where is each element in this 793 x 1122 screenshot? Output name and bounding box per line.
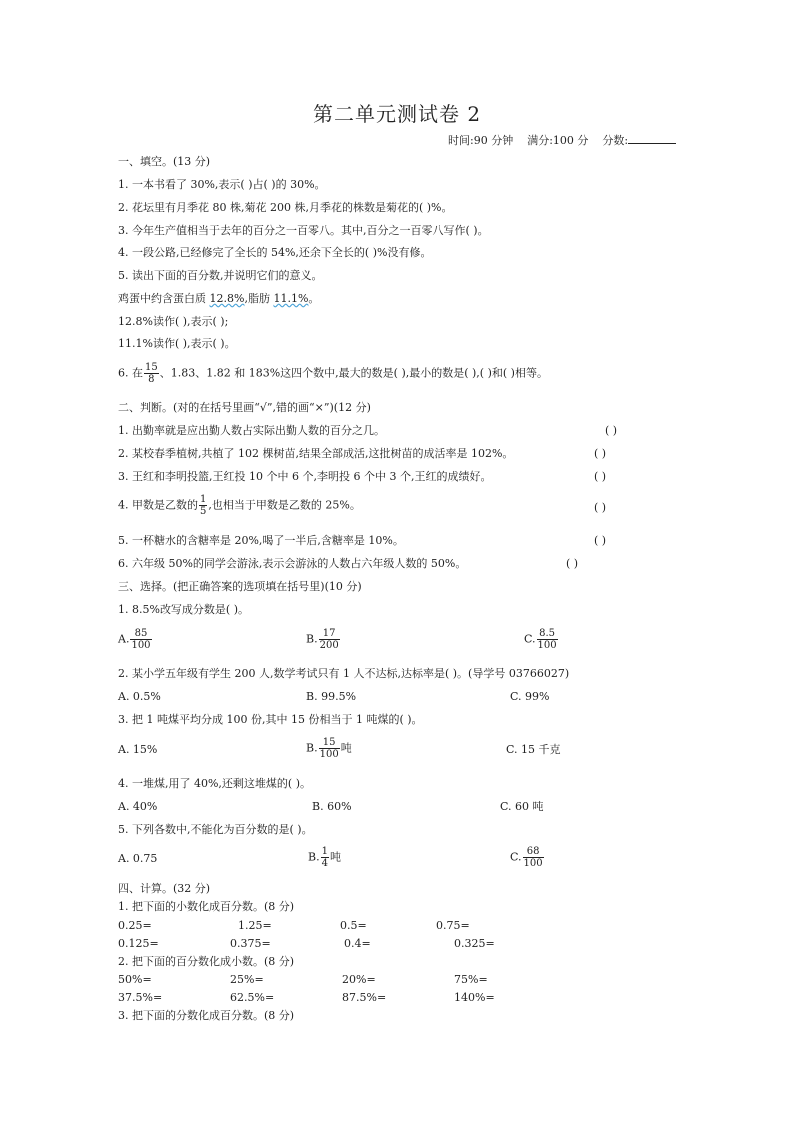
s2-q3-paren[interactable]: ( ) [594, 470, 607, 483]
s3-q5: 5. 下列各数中,不能化为百分数的是( )。 [118, 823, 313, 836]
s3-q3-option-b[interactable] [306, 737, 352, 760]
s1-q1: 1. 一本书看了 30%,表示( )占( )的 30%。 [118, 178, 326, 191]
s4-r4-c2[interactable]: 62.5%= [230, 991, 275, 1004]
score-label: 分数: [602, 134, 629, 147]
s4-sub2: 2. 把下面的百分数化成小数。(8 分) [118, 955, 295, 968]
s2-q2-paren[interactable]: ( ) [594, 447, 607, 460]
s4-r1-c4[interactable]: 0.75= [436, 919, 470, 932]
s2-q4-pre: 4. 甲数是乙数的 [118, 498, 198, 512]
section-3-heading: 三、选择。(把正确答案的选项填在括号里)(10 分) [118, 580, 362, 593]
page-title: 第二单元测试卷 2 [313, 102, 482, 126]
s3-q3-option-c[interactable]: C. 15 千克 [506, 743, 561, 756]
s4-r1-c2[interactable]: 1.25= [238, 919, 272, 932]
s2-q4-paren[interactable]: ( ) [594, 501, 607, 514]
q6-fraction [144, 362, 159, 385]
s2-q6-paren[interactable]: ( ) [566, 557, 579, 570]
s4-r3-c3[interactable]: 20%= [342, 973, 376, 986]
s2-q4-post: ,也相当于甲数是乙数的 25%。 [208, 498, 361, 512]
option-label: A. [118, 632, 130, 646]
s2-q1: 1. 出勤率就是应出勤人数占实际出勤人数的百分之几。 [118, 424, 385, 437]
numerator: 85 [130, 628, 151, 640]
numerator: 1 [321, 846, 328, 857]
s4-r4-c4[interactable]: 140%= [454, 991, 495, 1004]
s3-q4-option-b[interactable]: B. 60% [312, 800, 352, 813]
s4-r4-c1[interactable]: 37.5%= [118, 991, 163, 1004]
time-limit: 时间:90 分钟 [448, 134, 514, 147]
denominator: 100 [319, 749, 339, 760]
s3-q2: 2. 某小学五年级有学生 200 人,数学考试只有 1 人不达标,达标率是( )。(导学号 03766027) [118, 667, 570, 680]
numerator: 68 [523, 846, 544, 858]
denominator: 100 [537, 640, 557, 651]
s4-r4-c3[interactable]: 87.5%= [342, 991, 387, 1004]
s1-q3: 3. 今年生产值相当于去年的百分之一百零八。其中,百分之一百零八写作( )。 [118, 224, 489, 237]
q5-value-a: 12.8% [209, 292, 245, 305]
s3-q2-option-c[interactable]: C. 99% [510, 690, 550, 703]
unit: 吨 [340, 741, 352, 755]
s4-sub3: 3. 把下面的分数化成百分数。(8 分) [118, 1009, 295, 1022]
s3-q3-option-a[interactable]: A. 15% [118, 743, 158, 756]
numerator: 8.5 [537, 628, 558, 640]
s1-q6 [118, 362, 548, 385]
fraction [537, 628, 558, 651]
section-2-heading: 二、判断。(对的在括号里画“√”,错的画“×”)(12 分) [118, 401, 371, 414]
exam-meta [448, 132, 676, 148]
s2-q5: 5. 一杯糖水的含糖率是 20%,喝了一半后,含糖率是 10%。 [118, 534, 404, 547]
s2-q4-fraction [199, 494, 207, 517]
s3-q5-option-c[interactable] [510, 846, 545, 869]
fraction [319, 737, 340, 760]
s3-q1: 1. 8.5%改写成分数是( )。 [118, 603, 250, 616]
unit: 吨 [329, 850, 341, 864]
denominator: 200 [319, 640, 339, 651]
q5-mid-text: ,脂肪 [244, 292, 274, 305]
s4-r1-c1[interactable]: 0.25= [118, 919, 152, 932]
q6-denominator: 8 [148, 374, 155, 385]
full-score: 满分:100 分 [527, 134, 589, 147]
s1-q5-row2: 11.1%读作( ),表示( )。 [118, 337, 236, 350]
option-label: C. [524, 632, 536, 646]
numerator: 15 [319, 737, 340, 749]
s4-sub1: 1. 把下面的小数化成百分数。(8 分) [118, 900, 295, 913]
section-1-heading: 一、填空。(13 分) [118, 155, 211, 168]
s1-q5-intro [118, 292, 319, 306]
option-label: B. [306, 741, 318, 755]
s4-r3-c1[interactable]: 50%= [118, 973, 152, 986]
s4-r2-c1[interactable]: 0.125= [118, 937, 159, 950]
q6-pre: 6. 在 [118, 366, 143, 380]
denominator: 100 [131, 640, 151, 651]
s3-q4-option-a[interactable]: A. 40% [118, 800, 158, 813]
numerator: 17 [319, 628, 340, 640]
fraction [321, 846, 329, 869]
s4-r2-c2[interactable]: 0.375= [230, 937, 271, 950]
option-label: B. [306, 632, 318, 646]
denominator: 4 [321, 858, 328, 869]
q6-post: 、1.83、1.82 和 183%这四个数中,最大的数是( ),最小的数是( ),( )和( )相等。 [159, 366, 548, 380]
s3-q2-option-b[interactable]: B. 99.5% [306, 690, 357, 703]
s4-r3-c2[interactable]: 25%= [230, 973, 264, 986]
s3-q4-option-c[interactable]: C. 60 吨 [500, 800, 544, 813]
option-label: C. [510, 850, 522, 864]
q5-end-text: 。 [308, 292, 320, 305]
q5-intro-text: 鸡蛋中约含蛋白质 [118, 292, 210, 305]
denominator: 100 [523, 858, 543, 869]
score-blank[interactable] [628, 132, 676, 144]
s3-q3: 3. 把 1 吨煤平均分成 100 份,其中 15 份相当于 1 吨煤的( )。 [118, 713, 423, 726]
fraction [130, 628, 151, 651]
s2-q2: 2. 某校春季植树,共植了 102 棵树苗,结果全部成活,这批树苗的成活率是 102%。 [118, 447, 514, 460]
s2-q5-paren[interactable]: ( ) [594, 534, 607, 547]
s4-r1-c3[interactable]: 0.5= [340, 919, 367, 932]
fraction [523, 846, 544, 869]
s1-q5-row1: 12.8%读作( ),表示( ); [118, 315, 229, 328]
s3-q1-option-a[interactable] [118, 628, 153, 651]
s2-q4 [118, 494, 361, 517]
s2-q1-paren[interactable]: ( ) [605, 424, 618, 437]
s2-q3: 3. 王红和李明投篮,王红投 10 个中 6 个,李明投 6 个中 3 个,王红的成绩好。 [118, 470, 492, 483]
section-4-heading: 四、计算。(32 分) [118, 882, 211, 895]
s1-q2: 2. 花坛里有月季花 80 株,菊花 200 株,月季花的株数是菊花的( )%。 [118, 201, 453, 214]
s2-q6: 6. 六年级 50%的同学会游泳,表示会游泳的人数占六年级人数的 50%。 [118, 557, 467, 570]
s4-r2-c3[interactable]: 0.4= [344, 937, 371, 950]
fraction [319, 628, 340, 651]
q5-value-b: 11.1% [273, 292, 309, 305]
s3-q2-option-a[interactable]: A. 0.5% [118, 690, 161, 703]
s3-q5-option-b[interactable] [308, 846, 341, 869]
s2-q4-denominator: 5 [200, 506, 207, 517]
s3-q1-option-c[interactable] [524, 628, 559, 651]
s4-r3-c4[interactable]: 75%= [454, 973, 488, 986]
s1-q4: 4. 一段公路,已经修完了全长的 54%,还余下全长的( )%没有修。 [118, 246, 432, 259]
s1-q5: 5. 读出下面的百分数,并说明它们的意义。 [118, 269, 323, 282]
s3-q5-option-a[interactable]: A. 0.75 [118, 852, 158, 865]
s3-q4: 4. 一堆煤,用了 40%,还剩这堆煤的( )。 [118, 777, 312, 790]
s2-q4-numerator: 1 [200, 494, 207, 505]
s3-q1-option-b[interactable] [306, 628, 341, 651]
q6-numerator: 15 [145, 362, 158, 373]
option-label: B. [308, 850, 320, 864]
s4-r2-c4[interactable]: 0.325= [454, 937, 495, 950]
